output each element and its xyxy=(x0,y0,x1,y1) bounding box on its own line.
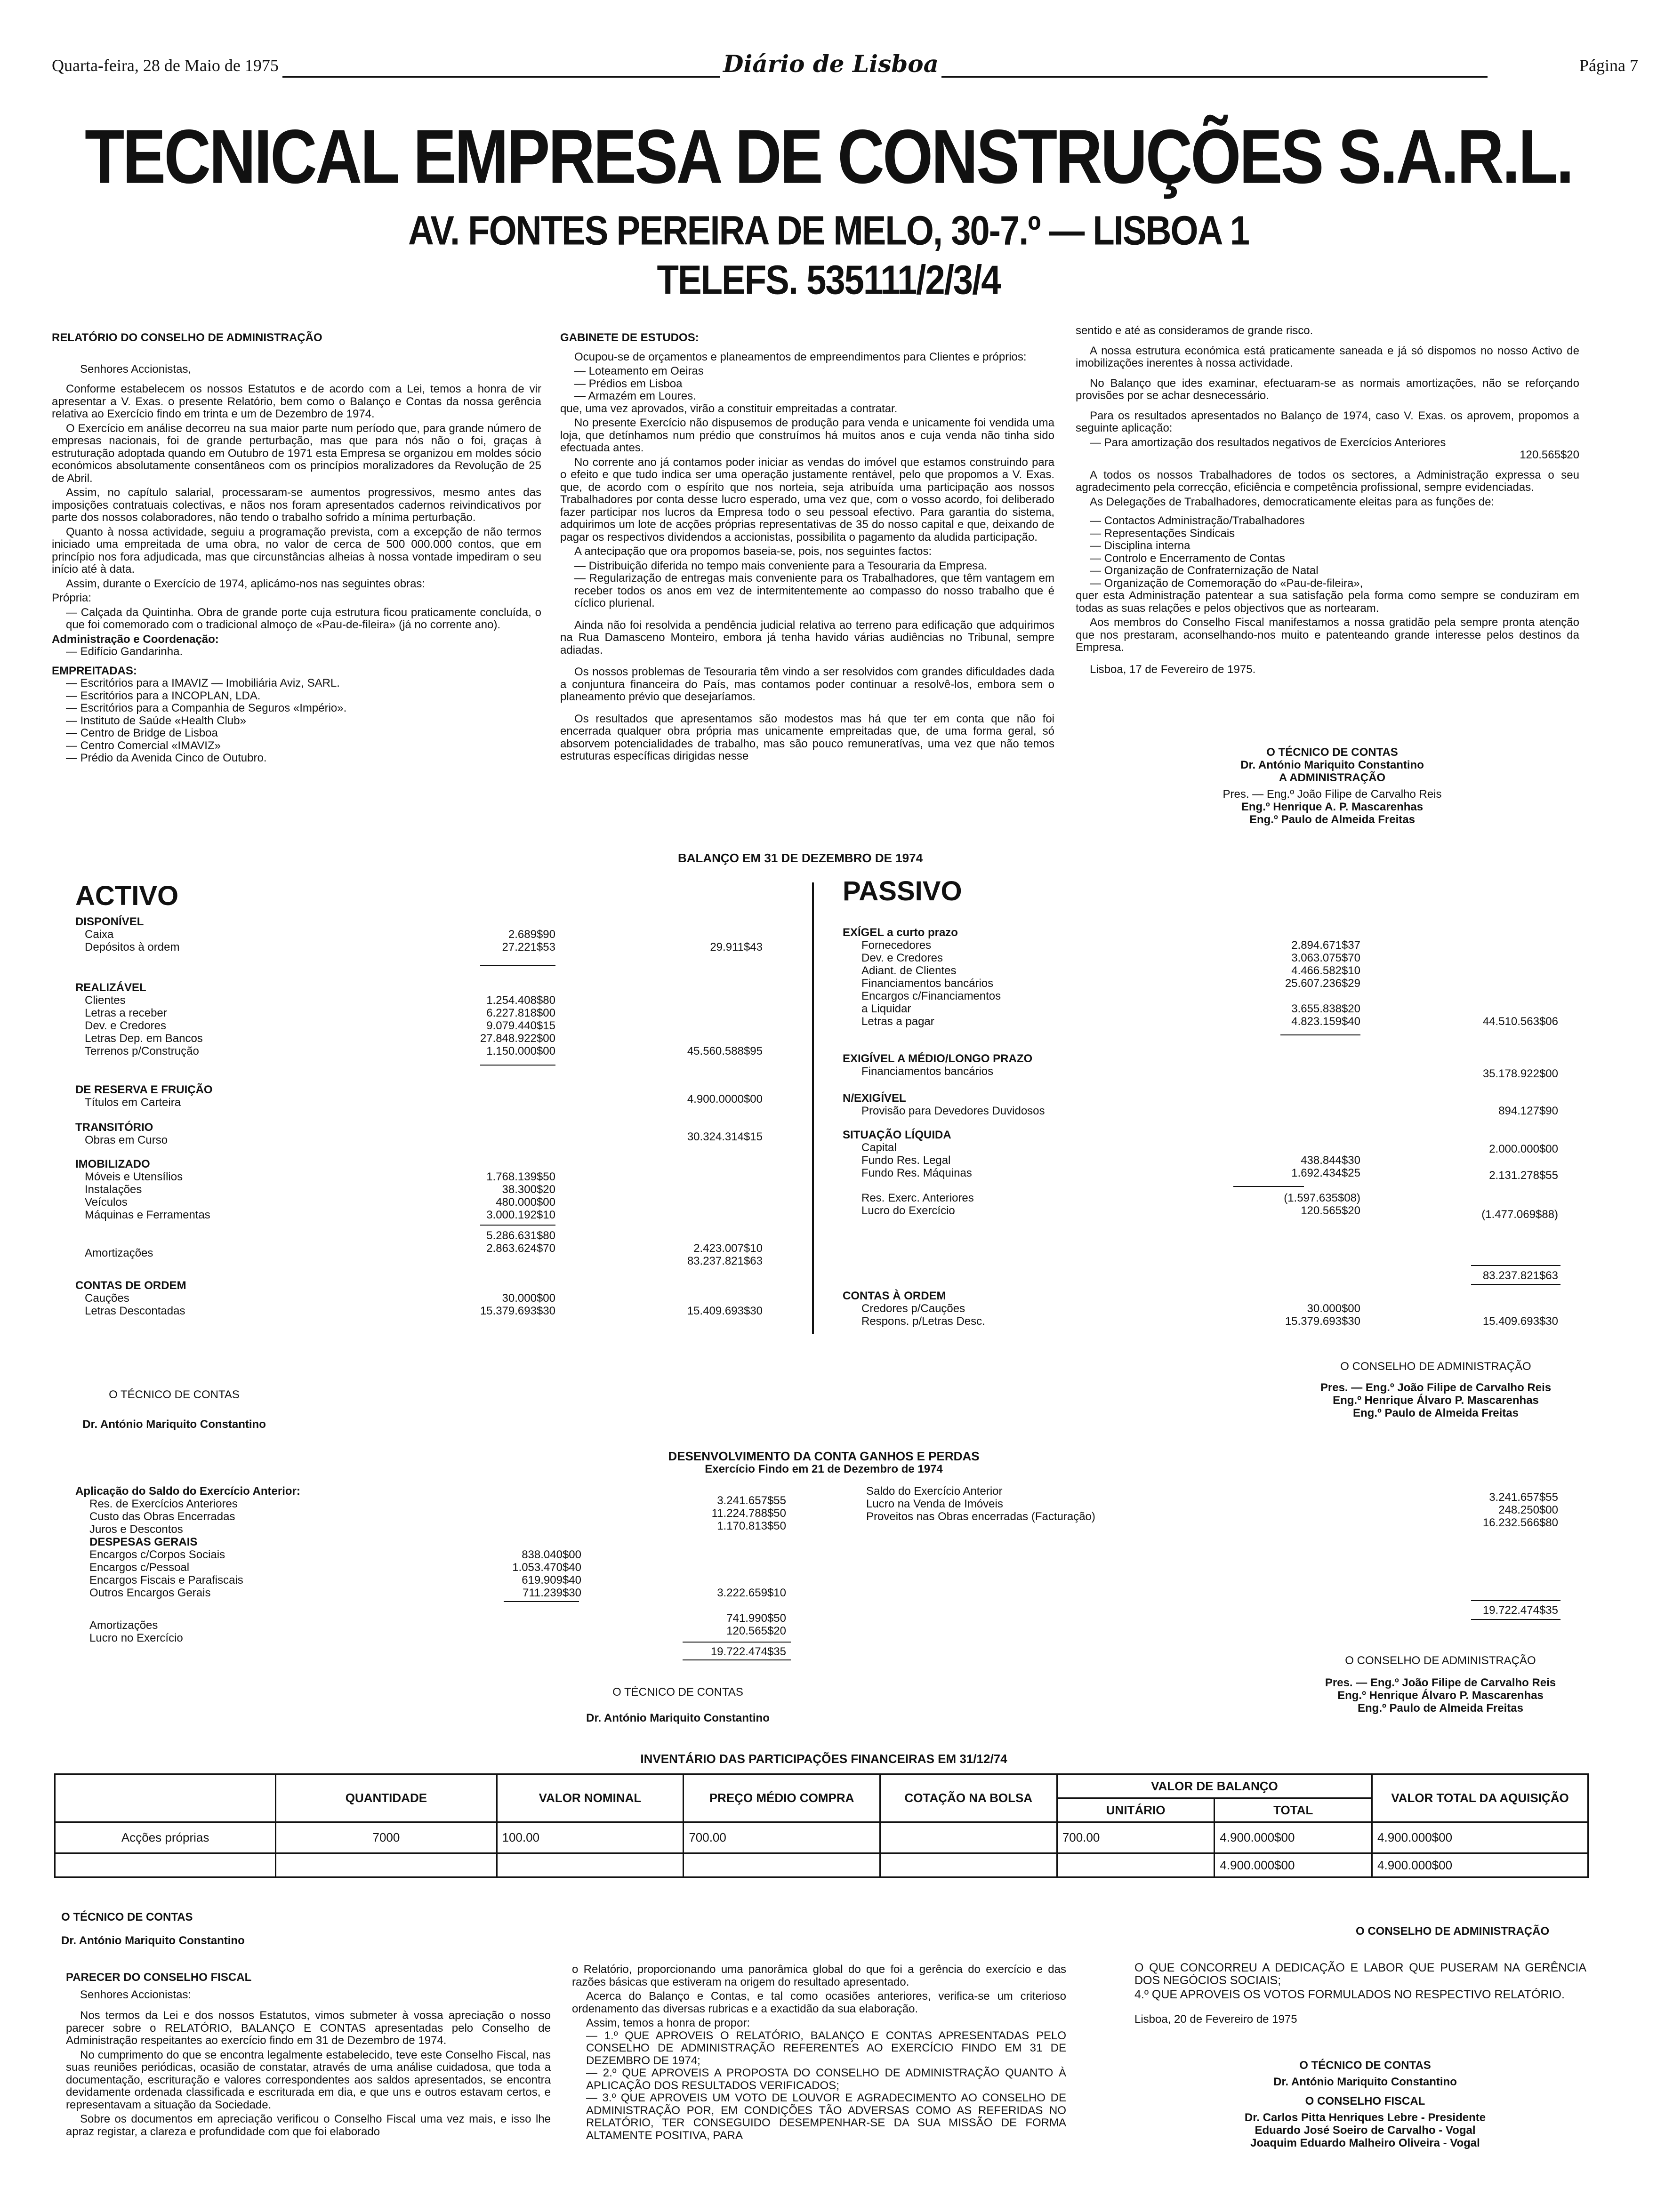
exigivel-item: a Liquidar xyxy=(861,1002,911,1015)
table-cell xyxy=(1057,1853,1215,1877)
activo-total: 83.237.821$63 xyxy=(687,1255,763,1267)
imobilizado-item: Instalações xyxy=(85,1183,142,1196)
realizavel-item: Terrenos p/Construção xyxy=(85,1045,199,1058)
admin-item: — Edifício Gandarinha. xyxy=(66,645,183,658)
table-cell xyxy=(684,1853,880,1877)
parecer-paragraph: Nos termos da Lei e dos nossos Estatutos, vimos submeter à vossa apreciação o nosso parecer sobre o RELATÓRIO, BALANÇO E CONTAS apresentadas pelo Conselho de Administração respeitantes ao exercício findo em 31 de Dezembro de 1974. xyxy=(66,2009,551,2047)
list-item: — Instituto de Saúde «Health Club» xyxy=(66,714,246,727)
parecer-greeting: Senhores Accionistas: xyxy=(80,1988,192,2001)
caixa-value: 2.689$90 xyxy=(508,928,555,941)
ganhos-right-value: 3.241.657$55 xyxy=(1489,1491,1558,1504)
letras-desc-value: 15.379.693$30 xyxy=(480,1305,555,1317)
exigivel-item: Fornecedores xyxy=(861,939,932,952)
list-item: — 2.º QUE APROVEIS A PROPOSTA DO CONSELHO DE ADMINISTRAÇÃO QUANTO À APLICAÇÃO DOS RESULTADOS VERIFICADOS; xyxy=(586,2067,1066,2092)
list-item: — Centro de Bridge de Lisboa xyxy=(66,727,218,739)
imobilizado-value: 3.000.192$10 xyxy=(486,1209,555,1221)
list-item: — Distribuição diferida no tempo mais conveniente para a Tesouraria da Empresa. xyxy=(574,559,988,572)
signature-line: O CONSELHO FISCAL xyxy=(1305,2095,1425,2108)
report-paragraph: Quanto à nossa actividade, seguiu a programação prevista, com a excepção de não termos iniciado uma empreitada de uma obra, no valor de cerca de 500 000.000 contos, que em princípio nos fora adjudicada, mas que circunstâncias alheias à nossa vontade impediram o seu início até à data. xyxy=(52,525,541,576)
realizavel-item: Dev. e Credores xyxy=(85,1019,166,1032)
signature-line: Dr. António Mariquito Constantino xyxy=(82,1418,266,1431)
despesa-item: Encargos c/Corpos Sociais xyxy=(89,1548,225,1561)
realizavel-value: 27.848.922$00 xyxy=(480,1032,555,1045)
report-paragraph: Os resultados que apresentamos são modestos mas há que ter em conta que não foi encerrada qualquer obra própria mas unicamente empreitadas que, de uma forma geral, só absorvem potencialidades de trabalho, mas são pouco remuneratívas, uma vez que não temos estruturas específicas dirigidas nesse xyxy=(560,712,1054,762)
list-item: — Organização de Confraternização de Natal xyxy=(1090,564,1319,577)
transitorio-label: TRANSITÓRIO xyxy=(75,1121,153,1134)
table-header: TOTAL xyxy=(1215,1798,1372,1822)
table-cell: 4.900.000$00 xyxy=(1372,1822,1588,1853)
report-column-3 xyxy=(1076,325,1579,676)
imobilizado-subtotal: 5.286.631$80 xyxy=(486,1229,555,1242)
aplicacao-label: Aplicação do Saldo do Exercício Anterior: xyxy=(75,1485,300,1498)
signature-line: Dr. Carlos Pitta Henriques Lebre - Presidente xyxy=(1244,2111,1486,2124)
titulos-value: 4.900.0000$00 xyxy=(687,1093,763,1106)
ganhos-right-item: Saldo do Exercício Anterior xyxy=(866,1485,1003,1498)
subtotal-rule xyxy=(480,965,555,966)
despesa-value: 1.053.470$40 xyxy=(512,1561,581,1574)
subtotal-rule xyxy=(1233,1186,1304,1187)
report-greeting: Senhores Accionistas, xyxy=(80,362,192,376)
report-heading: RELATÓRIO DO CONSELHO DE ADMINISTRAÇÃO xyxy=(52,331,322,344)
ganhos-left-item: Juros e Descontos xyxy=(89,1523,183,1536)
ganhos-title-line: DESENVOLVIMENTO DA CONTA GANHOS E PERDAS xyxy=(668,1449,980,1463)
balanco-tc-signature xyxy=(56,1388,292,1431)
ganhos-subtitle: Exercício Findo em 21 de Dezembro de 1974 xyxy=(705,1463,943,1475)
realizavel-item: Letras Dep. em Bancos xyxy=(85,1032,203,1045)
exigivel-curto-total: 44.510.563$06 xyxy=(1482,1015,1558,1028)
balanco-ca-signature xyxy=(1271,1360,1601,1419)
obras-label: Obras em Curso xyxy=(85,1134,168,1146)
total-rule xyxy=(1471,1600,1560,1601)
table-cell: 4.900.000$00 xyxy=(1215,1853,1372,1877)
signature-line: Pres. — Eng.º João Filipe de Carvalho Reis xyxy=(1325,1676,1556,1689)
signature-line: Eng.º Paulo de Almeida Freitas xyxy=(1353,1407,1519,1419)
ganhos-right-total: 19.722.474$35 xyxy=(1482,1604,1558,1617)
exigivel-value: 4.823.159$40 xyxy=(1291,1015,1360,1028)
exigivel-medio-label: EXIGÍVEL A MÉDIO/LONGO PRAZO xyxy=(843,1052,1033,1065)
total-rule xyxy=(683,1642,791,1643)
despesa-value: 619.909$40 xyxy=(522,1574,581,1587)
table-header: UNITÁRIO xyxy=(1057,1798,1215,1822)
ganhos-left-value: 1.170.813$50 xyxy=(717,1520,786,1532)
table-row xyxy=(55,1822,1588,1853)
amortizacoes-value: 2.863.624$70 xyxy=(486,1242,555,1255)
exigivel-item: Adiant. de Clientes xyxy=(861,964,957,977)
newspaper-header xyxy=(0,47,1657,85)
report-paragraph: O Exercício em análise decorreu na sua maior parte num período que, para grande número de empresas nacionais, foi de grande perturbação, mas que para nós não o foi, graças à estruturação adoptada quando em Outubro de 1971 esta Empresa se organizou em moldes sócio económicos absolutamente consentâneos com os princípios moralizadores da Revolução de 25 de Abril. xyxy=(52,422,541,485)
lucro-value: 120.565$20 xyxy=(1301,1204,1360,1217)
exigivel-item: Financiamentos bancários xyxy=(861,977,994,990)
report-paragraph: No Balanço que ides examinar, efectuaram-se as normais amortizações, não se reforçando provisões por se achar desnecessário. xyxy=(1076,377,1579,402)
financiamentos-value: 35.178.922$00 xyxy=(1482,1067,1558,1080)
resultado-total: (1.477.069$88) xyxy=(1481,1208,1558,1221)
balanco-title: BALANÇO EM 31 DE DEZEMBRO DE 1974 xyxy=(677,851,923,865)
total-rule xyxy=(1471,1619,1560,1620)
exigivel-value: 2.894.671$37 xyxy=(1291,939,1360,952)
propria-label: Própria: xyxy=(52,592,92,604)
exigivel-value: 3.655.838$20 xyxy=(1291,1002,1360,1015)
subtotal-rule xyxy=(1280,1034,1360,1035)
signature-line: O TÉCNICO DE CONTAS xyxy=(1266,746,1398,759)
titulos-label: Títulos em Carteira xyxy=(85,1096,181,1109)
respons-label: Respons. p/Letras Desc. xyxy=(861,1315,985,1328)
empreitadas-label: EMPREITADAS: xyxy=(52,664,137,677)
report-signatures xyxy=(1120,746,1544,826)
parecer-signatures xyxy=(1153,2059,1577,2149)
company-address: AV. FONTES PEREIRA DE MELO, 30-7.º — LISBOA 1 xyxy=(408,208,1249,254)
respons-value: 15.379.693$30 xyxy=(1285,1315,1360,1328)
exigivel-item: Letras a pagar xyxy=(861,1015,934,1028)
reserva-label: DE RESERVA E FRUIÇÃO xyxy=(75,1083,213,1096)
imobilizado-item: Máquinas e Ferramentas xyxy=(85,1209,210,1221)
imobilizado-total: 2.423.007$10 xyxy=(693,1242,763,1255)
report-paragraph: A todos os nossos Trabalhadores de todos os sectores, a Administração expressa o seu agradecimento pela correcção, eficiência e competência profissional, sempre evidenciadas. xyxy=(1076,468,1579,494)
letras-desc-label: Letras Descontadas xyxy=(85,1305,185,1317)
passivo-total: 83.237.821$63 xyxy=(1482,1269,1558,1282)
amortization-value: 120.565$20 xyxy=(1520,449,1579,461)
table-cell: 4.900.000$00 xyxy=(1372,1853,1588,1877)
signature-line: Pres. — Eng.º João Filipe de Carvalho Reis xyxy=(1223,788,1442,801)
newspaper-name: Diário de Lisboa xyxy=(720,50,941,78)
provisao-value: 894.127$90 xyxy=(1498,1105,1558,1117)
report-paragraph: Ainda não foi resolvida a pendência judicial relativa ao terreno para edificação que adquirimos na Rua Damasceno Monteiro, embora já tenha havido várias audiências no Tribunal, sempre adiadas. xyxy=(560,618,1054,657)
signature-line: Dr. António Mariquito Constantino xyxy=(1273,2076,1457,2088)
passivo-heading: PASSIVO xyxy=(843,876,962,906)
lucro-exercicio-label: Lucro no Exercício xyxy=(89,1632,183,1644)
contas-ordem-p-label: CONTAS À ORDEM xyxy=(843,1290,946,1302)
table-cell xyxy=(880,1853,1057,1877)
realizavel-value: 1.150.000$00 xyxy=(486,1045,555,1058)
table-cell xyxy=(497,1853,684,1877)
gabinete-label: GABINETE DE ESTUDOS: xyxy=(560,331,699,344)
despesa-item: Outros Encargos Gerais xyxy=(89,1587,211,1599)
ganhos-ca-signature xyxy=(1280,1654,1601,1715)
ganhos-tc-signature xyxy=(560,1686,796,1724)
table-header: QUANTIDADE xyxy=(276,1774,497,1822)
report-paragraph: quer esta Administração patentear a sua satisfação pela forma como sempre se conduziram em todas as suas relações e pelos objectivos que as nortearam. xyxy=(1076,589,1579,615)
imobilizado-item: Veículos xyxy=(85,1196,128,1209)
table-cell xyxy=(880,1822,1057,1853)
imobilizado-item: Móveis e Utensílios xyxy=(85,1170,183,1183)
company-phones: TELEFS. 535111/2/3/4 xyxy=(657,257,1000,303)
parecer-paragraph: Acerca do Balanço e Contas, e tal como ocasiões anteriores, verifica-se um criterioso ordenamento das diversas rubricas e a exactidão da sua elaboração. xyxy=(572,1990,1066,2015)
signature-line: O TÉCNICO DE CONTAS xyxy=(612,1686,743,1699)
parecer-paragraph: 4.º QUE APROVEIS OS VOTOS FORMULADOS NO RESPECTIVO RELATÓRIO. xyxy=(1134,1988,1565,2001)
imobilizado-value: 480.000$00 xyxy=(496,1196,555,1209)
inventario-ca-label: O CONSELHO DE ADMINISTRAÇÃO xyxy=(1356,1925,1550,1938)
table-cell: 4.900.000$00 xyxy=(1215,1822,1372,1853)
ganhos-right-item: Lucro na Venda de Imóveis xyxy=(866,1498,1003,1510)
res-anteriores-value: (1.597.635$08) xyxy=(1284,1192,1360,1204)
exigivel-value: 25.607.236$29 xyxy=(1285,977,1360,990)
parecer-paragraph: No cumprimento do que se encontra legalmente estabelecido, teve este Conselho Fiscal, nas suas reuniões periódicas, ocasião de constatar, através de uma análise cuidadosa, que toda a documentação, escrituração e valores correspondentes aos saldos apresentados, se encontra devidamente ordenada classificada e escriturada em dia, e que uns e outros estavam certos, e representavam a situação da Sociedade. xyxy=(66,2048,551,2111)
report-paragraph: Conforme estabelecem os nossos Estatutos e de acordo com a Lei, temos a honra de vir apresentar a V. Exas. o presente Relatório, bem como o Balanço e Contas da nossa gerência relativa ao Exercício findo em trinta e um de Dezembro de 1974. xyxy=(52,383,541,420)
table-header: COTAÇÃO NA BOLSA xyxy=(880,1774,1057,1822)
fundo-legal-label: Fundo Res. Legal xyxy=(861,1154,951,1167)
activo-heading: ACTIVO xyxy=(75,881,179,911)
report-paragraph: que, uma vez aprovados, virão a constituir empreitadas a contratar. xyxy=(560,402,898,415)
list-item: — Escritórios para a IMAVIZ — Imobiliária Aviz, SARL. xyxy=(66,677,340,689)
despesa-value: 711.239$30 xyxy=(522,1587,581,1599)
table-cell xyxy=(55,1853,276,1877)
table-header-row xyxy=(55,1774,1588,1798)
disponivel-total: 29.911$43 xyxy=(710,941,763,954)
caucoes-label: Cauções xyxy=(85,1292,129,1305)
despesa-value: 838.040$00 xyxy=(522,1548,581,1561)
signature-line: O CONSELHO DE ADMINISTRAÇÃO xyxy=(1345,1654,1536,1667)
inventario-tc-label: O TÉCNICO DE CONTAS xyxy=(61,1911,193,1923)
ganhos-left-item: Custo das Obras Encerradas xyxy=(89,1510,235,1523)
list-item: — 3.º QUE APROVEIS UM VOTO DE LOUVOR E AGRADECIMENTO AO CONSELHO DE ADMINISTRAÇÃO POR, EM CONDIÇÕES TÃO ADVERSAS COMO AS REFERIDAS NO RELATÓRIO, TER CONSEGUIDO DESEMPENHAR-SE DA SUA MISSÃO DE FORMA ALTAMENTE POSITIVA, PARA xyxy=(586,2092,1066,2142)
contas-ordem-p-total: 15.409.693$30 xyxy=(1482,1315,1558,1328)
table-header: PREÇO MÉDIO COMPRA xyxy=(684,1774,880,1822)
issue-date: Quarta-feira, 28 de Maio de 1975 xyxy=(52,56,279,75)
ganhos-right-item: Proveitos nas Obras encerradas (Facturação) xyxy=(866,1510,1095,1523)
signature-line: Dr. António Mariquito Constantino xyxy=(586,1712,770,1724)
despesas-gerais-label: DESPESAS GERAIS xyxy=(89,1536,198,1548)
report-paragraph: Os nossos problemas de Tesouraria têm vindo a ser resolvidos com grandes dificuldades dada a conjuntura financeira do País, mas contamos poder continuar a resolvê-los, embora sem o planeamento prévio que desejaríamos. xyxy=(560,665,1054,703)
total-rule xyxy=(683,1659,791,1660)
ganhos-right-value: 16.232.566$80 xyxy=(1482,1516,1558,1529)
signature-line: Eng.º Henrique A. P. Mascarenhas xyxy=(1241,801,1424,813)
subtotal-rule xyxy=(480,1065,555,1066)
list-item: — Disciplina interna xyxy=(1090,539,1190,552)
signature-line: Eng.º Henrique Álvaro P. Mascarenhas xyxy=(1337,1689,1544,1702)
report-date: Lisboa, 17 de Fevereiro de 1975. xyxy=(1090,663,1256,676)
list-item: — Controlo e Encerramento de Contas xyxy=(1090,552,1285,565)
financiamentos-label: Financiamentos bancários xyxy=(861,1065,994,1078)
exigivel-value: 4.466.582$10 xyxy=(1291,964,1360,977)
report-paragraph: Para os resultados apresentados no Balanço de 1974, caso V. Exas. os aprovem, propomos a seguinte aplicação: xyxy=(1076,409,1579,434)
exigivel-value: 3.063.075$70 xyxy=(1291,952,1360,964)
disponivel-label: DISPONÍVEL xyxy=(75,915,144,928)
imobilizado-label: IMOBILIZADO xyxy=(75,1158,150,1170)
parecer-column-1 xyxy=(66,1970,551,2140)
table-row xyxy=(55,1853,1588,1877)
signature-line: O TÉCNICO DE CONTAS xyxy=(109,1388,240,1401)
report-paragraph: A nossa estrutura económica está praticamente saneada e já só dispomos no nosso Activo de imobilizações inerentes à nossa actividade. xyxy=(1076,344,1579,369)
obras-value: 30.324.314$15 xyxy=(687,1130,763,1143)
exigivel-curto-label: EXÍGEL a curto prazo xyxy=(843,926,958,939)
table-cell xyxy=(55,1774,276,1822)
ganhos-left-item: Res. de Exercícios Anteriores xyxy=(89,1498,238,1510)
page-number: Página 7 xyxy=(1579,56,1638,75)
ganhos-left-total: 19.722.474$35 xyxy=(710,1645,786,1658)
amortizacoes-label: Amortizações xyxy=(85,1247,153,1259)
depositos-label: Depósitos à ordem xyxy=(85,941,180,954)
inventario-tc-name: Dr. António Mariquito Constantino xyxy=(61,1934,245,1947)
report-paragraph: Ocupou-se de orçamentos e planeamentos de empreendimentos para Clientes e próprios: xyxy=(574,350,1027,363)
exigivel-item: Dev. e Credores xyxy=(861,952,943,964)
total-rule xyxy=(1471,1284,1560,1285)
table-header: VALOR NOMINAL xyxy=(497,1774,684,1822)
admin-label: Administração e Coordenação: xyxy=(52,633,219,646)
table-cell: 100.00 xyxy=(497,1822,684,1853)
capital-value: 2.000.000$00 xyxy=(1489,1143,1558,1155)
contas-ordem-total: 15.409.693$30 xyxy=(687,1305,763,1317)
signature-line: Eng.º Paulo de Almeida Freitas xyxy=(1358,1702,1523,1715)
realizavel-item: Letras a receber xyxy=(85,1007,167,1019)
list-item: — Centro Comercial «IMAVIZ» xyxy=(66,739,221,752)
imobilizado-value: 38.300$20 xyxy=(502,1183,555,1196)
despesa-item: Encargos c/Pessoal xyxy=(89,1561,190,1574)
parecer-paragraph: o Relatório, proporcionando uma panorâmica global do que foi a gerência do exercício e das razões básicas que estiveram na origem do resultado apresentado. xyxy=(572,1963,1066,1988)
realizavel-label: REALIZÁVEL xyxy=(75,981,146,994)
list-item: — Escritórios para a Companhia de Seguros «Império». xyxy=(66,702,347,714)
parecer-column-3 xyxy=(1134,1962,1586,2026)
amortizacoes-value: 741.990$50 xyxy=(726,1612,786,1625)
fundo-legal-value: 438.844$30 xyxy=(1301,1154,1360,1167)
signature-line: O TÉCNICO DE CONTAS xyxy=(1299,2059,1431,2072)
amortizacoes-label: Amortizações xyxy=(89,1619,158,1632)
fundo-maq-label: Fundo Res. Máquinas xyxy=(861,1167,972,1179)
realizavel-value: 6.227.818$00 xyxy=(486,1007,555,1019)
caixa-label: Caixa xyxy=(85,928,114,941)
total-rule xyxy=(1471,1265,1560,1266)
report-paragraph: A antecipação que ora propomos baseia-se, pois, nos seguintes factos: xyxy=(574,545,932,558)
report-paragraph: sentido e até as consideramos de grande risco. xyxy=(1076,324,1313,337)
table-cell: Acções próprias xyxy=(55,1822,276,1853)
parecer-column-2 xyxy=(572,1964,1066,2142)
provisao-label: Provisão para Devedores Duvidosos xyxy=(861,1105,1045,1117)
table-header: VALOR TOTAL DA AQUISIÇÃO xyxy=(1372,1774,1588,1822)
exigivel-item: Encargos c/Financiamentos xyxy=(861,990,1001,1002)
n-exigivel-label: N/EXIGÍVEL xyxy=(843,1092,906,1105)
realizavel-value: 9.079.440$15 xyxy=(486,1019,555,1032)
signature-line: O CONSELHO DE ADMINISTRAÇÃO xyxy=(1340,1360,1531,1373)
parecer-date: Lisboa, 20 de Fevereiro de 1975 xyxy=(1134,2012,1297,2026)
signature-line: Eng.º Paulo de Almeida Freitas xyxy=(1249,813,1415,826)
balance-divider xyxy=(812,882,814,1334)
contas-ordem-label: CONTAS DE ORDEM xyxy=(75,1279,186,1292)
list-item: — Para amortização dos resultados negativos de Exercícios Anteriores xyxy=(1090,436,1446,449)
table-cell: 700.00 xyxy=(684,1822,880,1853)
subtotal-rule xyxy=(480,1225,555,1226)
realizavel-total: 45.560.588$95 xyxy=(687,1045,763,1058)
lucro-exercicio-value: 120.565$20 xyxy=(726,1625,786,1637)
inventario-table xyxy=(54,1773,1589,1878)
res-anteriores-label: Res. Exerc. Anteriores xyxy=(861,1192,974,1204)
signature-line: Joaquim Eduardo Malheiro Oliveira - Vogal xyxy=(1250,2137,1480,2149)
signature-line: Dr. António Mariquito Constantino xyxy=(1240,759,1424,771)
situacao-liquida-label: SITUAÇÃO LÍQUIDA xyxy=(843,1129,951,1141)
imobilizado-value: 1.768.139$50 xyxy=(486,1170,555,1183)
list-item: — Organização de Comemoração do «Pau-de-fileira», xyxy=(1090,577,1363,590)
list-item: — Regularização de entregas mais conveniente para os Trabalhadores, que têm vantagem em receber todos os anos em vez de intermitentemente ao compasso do nosso trabalho que é cíclico plurienal. xyxy=(574,572,1054,609)
caucoes-value: 30.000$00 xyxy=(502,1292,555,1305)
list-item: — Prédios em Lisboa xyxy=(574,377,683,390)
list-item: — 1.º QUE APROVEIS O RELATÓRIO, BALANÇO E CONTAS APRESENTADAS PELO CONSELHO DE ADMINISTRAÇÃO REFERENTES AO EXERCÍCIO FINDO EM 31 DE DEZEMBRO DE 1974; xyxy=(586,2029,1066,2067)
parecer-paragraph: Sobre os documentos em apreciação verificou o Conselho Fiscal uma vez mais, e isso lhe apraz registar, a clareza e profundidade com que foi elaborado xyxy=(66,2113,551,2138)
fundo-maq-value: 1.692.434$25 xyxy=(1291,1167,1360,1179)
despesa-item: Encargos Fiscais e Parafiscais xyxy=(89,1574,243,1587)
table-cell: 700.00 xyxy=(1057,1822,1215,1853)
report-paragraph: No corrente ano já contamos poder iniciar as vendas do imóvel que estamos construindo para o efeito e que tudo indica ser uma operação justamente rentável, pelo que propomos a V. Exas. que, de acordo com o espírito que nos norteia, seja atribuída uma participação aos nossos Trabalhadores por conta desse lucro esperado, uma vez que, com o vosso acordo, foi deliberado fazer participar nos lucros da Empresa todo o seu pessoal efectivo. Para garantia do sistema, adquirimos um lote de acções próprias representativas de 35 do nosso capital e que, deixando de pagar os respectivos dividendos a accionistas, possibilita o pagamento da aludida participação. xyxy=(560,456,1054,544)
ganhos-right-value: 248.250$00 xyxy=(1498,1504,1558,1516)
signature-line: Eduardo José Soeiro de Carvalho - Vogal xyxy=(1255,2124,1476,2137)
inventario-title: INVENTÁRIO DAS PARTICIPAÇÕES FINANCEIRAS EM 31/12/74 xyxy=(640,1752,1007,1766)
capital-label: Capital xyxy=(861,1141,897,1154)
parecer-heading: PARECER DO CONSELHO FISCAL xyxy=(66,1971,252,1984)
realizavel-value: 1.254.408$80 xyxy=(486,994,555,1007)
table-cell xyxy=(276,1853,497,1877)
realizavel-item: Clientes xyxy=(85,994,126,1007)
subtotal-rule xyxy=(504,1601,579,1602)
list-item: — Contactos Administração/Trabalhadores xyxy=(1090,514,1305,527)
list-item: — Escritórios para a INCOPLAN, LDA. xyxy=(66,689,261,702)
ganhos-title xyxy=(612,1450,1036,1476)
parecer-paragraph: Assim, temos a honra de propor: xyxy=(586,2017,750,2029)
credores-value: 30.000$00 xyxy=(1307,1302,1360,1315)
list-item: — Representações Sindicais xyxy=(1090,527,1235,540)
table-header: VALOR DE BALANÇO xyxy=(1057,1774,1372,1798)
signature-line: Eng.º Henrique Álvaro P. Mascarenhas xyxy=(1333,1394,1539,1407)
company-title: TECNICAL EMPRESA DE CONSTRUÇÕES S.A.R.L. xyxy=(85,114,1572,200)
lucro-label: Lucro do Exercício xyxy=(861,1204,955,1217)
signature-line: A ADMINISTRAÇÃO xyxy=(1279,771,1386,784)
ganhos-left-value: 3.241.657$55 xyxy=(717,1494,786,1507)
fundos-total: 2.131.278$55 xyxy=(1489,1169,1558,1182)
list-item: — Loteamento em Oeiras xyxy=(574,365,704,377)
credores-label: Credores p/Cauções xyxy=(861,1302,965,1315)
propria-item: — Calçada da Quintinha. Obra de grande porte cuja estrutura ficou praticamente concluída, o que foi comemorado com o tradicional almoço de «Pau-de-fileira» (já no corrente ano). xyxy=(66,606,541,631)
report-paragraph: Assim, durante o Exercício de 1974, aplicámo-nos nas seguintes obras: xyxy=(66,577,426,590)
report-paragraph: Aos membros do Conselho Fiscal manifestamos a nossa gratidão pela sempre pronta atenção que nos prestaram, aconselhando-nos muito e patenteando grande interesse pelos destinos da Empresa. xyxy=(1076,616,1579,654)
list-item: — Armazém em Loures. xyxy=(574,390,696,402)
report-paragraph: Assim, no capítulo salarial, processaram-se aumentos progressivos, mesmo antes das imposições contratuais colectivas, e nãos nos foram apresentados cadernos reivindicativos por parte dos nossos colaboradores, não tendo o trabalho sofrido a mínima perturbação. xyxy=(52,486,541,524)
report-column-2 xyxy=(560,332,1054,765)
ganhos-left-value: 11.224.788$50 xyxy=(711,1507,786,1520)
table-cell: 7000 xyxy=(276,1822,497,1853)
depositos-value: 27.221$53 xyxy=(502,941,555,954)
despesas-total: 3.222.659$10 xyxy=(717,1587,786,1599)
parecer-paragraph: O QUE CONCORREU A DEDICAÇÃO E LABOR QUE PUSERAM NA GERÊNCIA DOS NEGÓCIOS SOCIAIS; xyxy=(1134,1961,1586,1987)
list-item: — Prédio da Avenida Cinco de Outubro. xyxy=(66,752,267,764)
signature-line: Pres. — Eng.º João Filipe de Carvalho Reis xyxy=(1320,1381,1552,1394)
report-column-1 xyxy=(52,332,541,765)
report-paragraph: No presente Exercício não dispusemos de produção para venda e unicamente foi vendida uma loja, que detínhamos num prédio que construímos há muitos anos e cuja venda não tinha sido efectuada antes. xyxy=(560,417,1054,454)
report-paragraph: As Delegações de Trabalhadores, democraticamente eleitas para as funções de: xyxy=(1090,495,1495,508)
